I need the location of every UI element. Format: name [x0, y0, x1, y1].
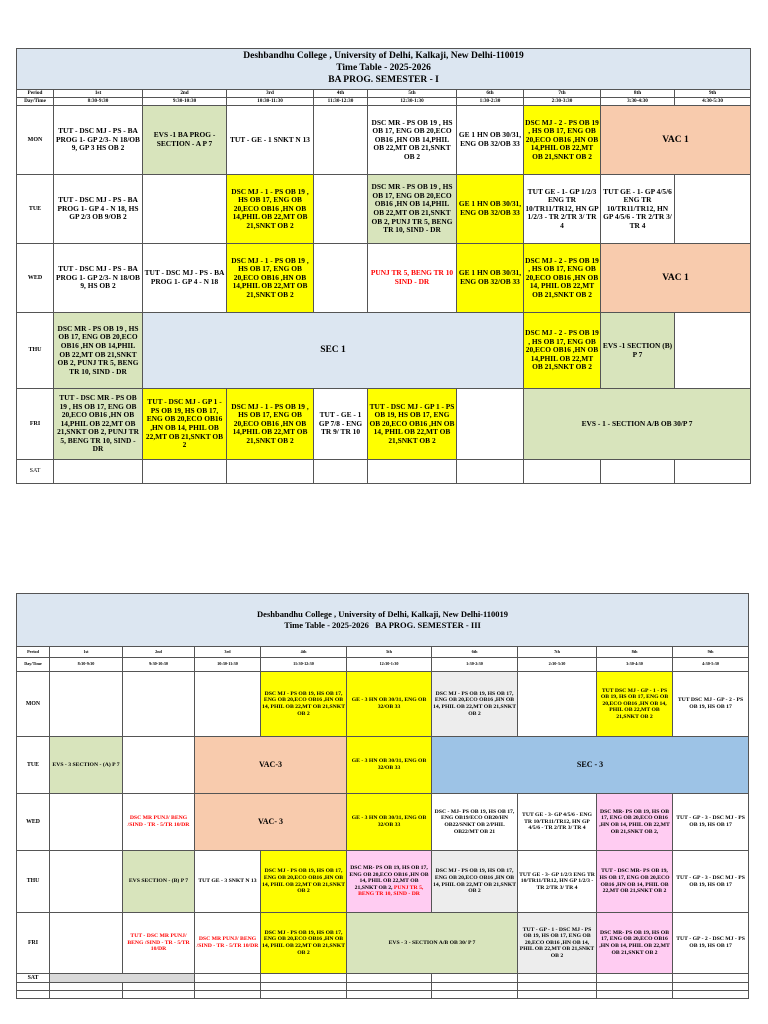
class-cell: TUT - GE - 1 GP 7/8 - ENG TR 9/ TR 10: [314, 389, 368, 460]
blank-row: [17, 983, 749, 991]
period-number: 7th: [518, 647, 597, 658]
empty-cell: [347, 991, 432, 999]
class-cell: DSC MJ - PS OB 19, HS OB 17, ENG OB 20,ECO OB16 ,HN OB 14, PHIL OB 22,MT OB 21,SNKT OB 2: [261, 851, 347, 913]
empty-cell: [347, 983, 432, 991]
day-row-tue: [17, 737, 749, 794]
class-text: DSC MR- PS OB 19, HS OB 17, ENG OB 20,ECO OB16 ,HN OB 14, PHIL OB 22,MT OB 21,SNKT OB 2,: [349, 865, 429, 891]
empty-cell: [195, 974, 261, 983]
class-cell: DSC MJ - PS OB 19, HS OB 17, ENG OB 20,ECO OB16 ,HN OB 14, PHIL OB 22,MT OB 21,SNKT OB 2: [432, 672, 518, 737]
class-cell: EVS - 3 SECTION - (A) P 7: [50, 737, 123, 794]
class-cell: TUT - GP - 3 - DSC MJ - PS OB 19, HS OB 17: [673, 851, 749, 913]
period-number: 1st: [54, 90, 143, 98]
day-row-thu: [17, 851, 749, 913]
timetable-semester-3: [16, 593, 749, 999]
empty-cell: [195, 991, 261, 999]
class-cell: TUT DSC MJ - GP - 1 - PS OB 19, HS OB 17, ENG OB 20,ECO OB16 ,HN OB 14, PHIL OB 22,MT OB 21,SNKT OB 2: [597, 672, 673, 737]
college-name: Deshbandhu College , University of Delhi, Kalkaji, New Delhi-110019: [243, 51, 524, 62]
day-row-thu: [17, 313, 751, 389]
day-label: THU: [17, 851, 50, 913]
table-header: [17, 49, 751, 90]
class-cell: DSC MJ - PS OB 19, HS OB 17, ENG OB 20,ECO OB16 ,HN OB 14, PHIL OB 22,MT OB 21,SNKT OB 2: [432, 851, 518, 913]
class-cell: DSC MJ - 2 - PS OB 19 , HS OB 17, ENG OB 20,ECO OB16 ,HN OB 14,PHIL OB 22,MT OB 21,SNKT OB 2: [524, 313, 601, 389]
time-slot: 3:30-4:30: [597, 658, 673, 672]
class-cell: VAC 1: [601, 106, 751, 175]
empty-cell: [195, 983, 261, 991]
time-slot: 10:30-11:30: [195, 658, 261, 672]
class-cell: TUT - GP - 1 - DSC MJ - PS OB 19, HS OB 17, ENG OB 20,ECO OB16 ,HN OB 14, PHIL OB 22,MT OB 21,SNKT OB 2: [518, 913, 597, 974]
period-number: 6th: [432, 647, 518, 658]
period-number: 3rd: [227, 90, 314, 98]
period-row: [17, 647, 749, 658]
empty-cell: [675, 175, 751, 244]
class-cell: VAC 1: [601, 244, 751, 313]
time-slot: 3:30-4:30: [601, 98, 675, 106]
period-number: 8th: [597, 647, 673, 658]
period-label: Period: [17, 90, 54, 98]
class-cell: PUNJ TR 5, BENG TR 10 SIND - DR: [368, 244, 457, 313]
period-number: 6th: [457, 90, 524, 98]
class-cell: TUT - DSC MJ - GP 1 - PS OB 19, HS OB 17, ENG OB 20,ECO OB16 ,HN OB 14, PHIL OB 22,MT OB 21,SNKT OB 2: [368, 389, 457, 460]
day-row-fri: [17, 389, 751, 460]
day-row-sat: [17, 460, 751, 484]
day-row-fri: [17, 913, 749, 974]
empty-cell: [50, 672, 123, 737]
class-cell: GE 1 HN OB 30/31, ENG OB 32/OB 33: [457, 244, 524, 313]
day-label: SAT: [17, 974, 50, 983]
empty-cell: [597, 983, 673, 991]
empty-cell: [195, 672, 261, 737]
class-cell: DSC MJ - PS OB 19, HS OB 17, ENG OB 20,ECO OB16 ,HN OB 14, PHIL OB 22,MT OB 21,SNKT OB 2: [261, 672, 347, 737]
time-slot: 4:30-5:30: [673, 658, 749, 672]
empty-cell: [518, 974, 597, 983]
empty-cell: [123, 672, 195, 737]
empty-cell: [227, 460, 314, 484]
class-cell: TUT GE - 1- GP 1/2/3 ENG TR 10/TR11/TR12, HN GP 1/2/3 - TR 2/TR 3/ TR 4: [524, 175, 601, 244]
period-number: 5th: [347, 647, 432, 658]
class-cell: DSC MR- PS OB 19, HS OB 17, ENG OB 20,ECO OB16 ,HN OB 14, PHIL OB 22,MT OB 21,SNKT OB 2,: [597, 794, 673, 851]
empty-cell: [50, 913, 123, 974]
class-cell: TUT DSC MJ - GP - 2 - PS OB 19, HS OB 17: [673, 672, 749, 737]
empty-cell: [673, 974, 749, 983]
class-cell: EVS -1 SECTION (B) P 7: [601, 313, 675, 389]
empty-cell: [123, 737, 195, 794]
day-label: WED: [17, 794, 50, 851]
empty-cell: [261, 983, 347, 991]
time-row: [17, 658, 749, 672]
empty-cell: [601, 460, 675, 484]
class-cell: GE - 3 HN OB 30/31, ENG OB 32/OB 33: [347, 672, 432, 737]
time-row: [17, 98, 751, 106]
empty-cell: [524, 460, 601, 484]
class-cell: DSC MJ - 1 - PS OB 19 , HS OB 17, ENG OB 20,ECO OB16 ,HN OB 14,PHIL OB 22,MT OB 21,SNKT OB 2: [227, 389, 314, 460]
period-number: 7th: [524, 90, 601, 98]
class-cell: EVS - 3 - SECTION A/B OB 30/ P 7: [347, 913, 518, 974]
empty-cell: [675, 460, 751, 484]
day-label: MON: [17, 106, 54, 175]
empty-cell: [261, 991, 347, 999]
class-cell: DSC MJ - 2 - PS OB 19 , HS OB 17, ENG OB 20,ECO OB16 ,HN OB 14, PHIL OB 22,MT OB 21,SNKT OB 2: [524, 244, 601, 313]
class-cell: TUT - DSC MJ - PS - BA PROG 1- GP 4 - N 18, HS GP 2/3 OB 9/OB 2: [54, 175, 143, 244]
class-cell: DSC MR - PS OB 19 , HS OB 17, ENG OB 20,ECO OB16 ,HN OB 14,PHIL OB 22,MT OB 21,SNKT OB 2, PUNJ TR 5, BENG TR 10, SIND - DR: [54, 313, 143, 389]
timetable-semester-1: [16, 48, 751, 484]
empty-cell: [673, 983, 749, 991]
empty-cell: [54, 460, 143, 484]
empty-cell: [675, 313, 751, 389]
class-cell: GE 1 HN OB 30/31, ENG OB 32/OB 33: [457, 175, 524, 244]
empty-cell: [432, 991, 518, 999]
class-cell: DSC MR PUNJ/ BENG /SIND - TR - 5/TR 10/DR: [123, 794, 195, 851]
class-cell: DSC MR PUNJ/ BENG /SIND - TR - 5/TR 10/DR: [195, 913, 261, 974]
class-cell: DSC MR- PS OB 19, HS OB 17, ENG OB 20,ECO OB16 ,HN OB 14, PHIL OB 22,MT OB 21,SNKT OB 2: [597, 913, 673, 974]
empty-cell: [143, 460, 227, 484]
class-cell: TUT - DSC MR PUNJ/ BENG /SIND - TR - 5/TR 10/DR: [123, 913, 195, 974]
day-row-sat: [17, 974, 749, 983]
class-cell: TUT GE - 1- GP 4/5/6 ENG TR 10/TR11/TR12, HN GP 4/5/6 - TR 2/TR 3/ TR 4: [601, 175, 675, 244]
day-label: THU: [17, 313, 54, 389]
class-cell: EVS SECTION - (B) P 7: [123, 851, 195, 913]
time-slot: 9:30-10:30: [123, 658, 195, 672]
period-number: 8th: [601, 90, 675, 98]
period-number: 1st: [50, 647, 123, 658]
period-number: 9th: [675, 90, 751, 98]
class-cell: TUT - DSC MR - PS OB 19 , HS OB 17, ENG OB 20,ECO OB16 ,HN OB 14,PHIL OB 22,MT OB 21,SNKT OB 2, PUNJ TR 5, BENG TR 10, SIND - DR: [54, 389, 143, 460]
session-title: Time Table - 2025-2026: [336, 63, 431, 74]
class-cell: TUT - GP - 3 - DSC MJ - PS OB 19, HS OB 17: [673, 794, 749, 851]
class-cell: DSC MJ - 1 - PS OB 19 , HS OB 17, ENG OB 20,ECO OB16 ,HN OB 14,PHIL OB 22,MT OB 21,SNKT OB 2: [227, 244, 314, 313]
day-row-wed: [17, 244, 751, 313]
empty-cell: [50, 851, 123, 913]
empty-cell: [123, 991, 195, 999]
programme-title: BA PROG. SEMESTER - I: [328, 74, 439, 85]
empty-cell: [50, 974, 195, 983]
time-slot: 8:30-9:30: [54, 98, 143, 106]
day-row-wed: [17, 794, 749, 851]
class-cell: TUT GE - 3 SNKT N 13: [195, 851, 261, 913]
day-label: WED: [17, 244, 54, 313]
day-label: FRI: [17, 389, 54, 460]
time-slot: 11:30-12:30: [261, 658, 347, 672]
empty-cell: [123, 983, 195, 991]
class-cell: TUT - DSC MJ - PS - BA PROG 1- GP 2/3- N 18/OB 9, HS OB 2: [54, 244, 143, 313]
day-label: SAT: [17, 460, 54, 484]
college-name: Deshbandhu College , University of Delhi, Kalkaji, New Delhi-110019: [257, 609, 509, 620]
time-slot: 10:30-11:30: [227, 98, 314, 106]
class-cell: TUT - GP - 2 - DSC MJ - PS OB 19, HS OB 17: [673, 913, 749, 974]
empty-cell: [314, 175, 368, 244]
day-label: MON: [17, 672, 50, 737]
class-cell: DSC MJ - PS OB 19, HS OB 17, ENG OB 20,ECO OB16 ,HN OB 14, PHIL OB 22,MT OB 21,SNKT OB 2: [261, 913, 347, 974]
day-row-mon: [17, 672, 749, 737]
class-cell: DSC - MJ- PS OB 19, HS OB 17, ENG OB19/ECO OB20/HN OB22/SNKT OB 2/PHIL OB22/MT OB 21: [432, 794, 518, 851]
day-row-mon: [17, 106, 751, 175]
period-number: 2nd: [143, 90, 227, 98]
class-cell: EVS - 1 - SECTION A/B OB 30/P 7: [524, 389, 751, 460]
empty-cell: [314, 244, 368, 313]
day-row-tue: [17, 175, 751, 244]
class-cell: TUT GE - 3- GP 1/2/3 ENG TR 10/TR11/TR12, HN GP 1/2/3 - TR 2/TR 3/ TR 4: [518, 851, 597, 913]
class-cell: DSC MR - PS OB 19 , HS OB 17, ENG OB 20,ECO OB16 ,HN OB 14,PHIL OB 22,MT OB 21,SNKT OB 2, PUNJ TR 5, BENG TR 10, SIND - DR: [368, 175, 457, 244]
time-slot: 1:30-2:30: [432, 658, 518, 672]
day-label: TUE: [17, 175, 54, 244]
empty-cell: [17, 983, 50, 991]
class-text-lang: PUNJ TR 5, BENG TR 10, SIND - DR: [358, 884, 424, 898]
class-cell: TUT - DSC MJ - PS - BA PROG 1- GP 2/3- N 18/OB 9, GP 3 HS OB 2: [54, 106, 143, 175]
class-cell: VAC- 3: [195, 794, 347, 851]
class-cell: TUT GE - 3- GP 4/5/6 - ENG TR 10/TR11/TR12, HN GP 4/5/6 - TR 2/TR 3/ TR 4: [518, 794, 597, 851]
empty-cell: [457, 389, 524, 460]
table-header: [17, 594, 749, 647]
empty-cell: [314, 106, 368, 175]
class-cell: DSC MJ - 2 - PS OB 19 , HS OB 17, ENG OB 20,ECO OB16 ,HN OB 14,PHIL OB 22,MT OB 21,SNKT OB 2: [524, 106, 601, 175]
empty-cell: [673, 991, 749, 999]
time-slot: 9:30-10:30: [143, 98, 227, 106]
empty-cell: [50, 991, 123, 999]
class-cell: TUT - DSC MJ - PS - BA PROG 1- GP 4 - N 18: [143, 244, 227, 313]
class-cell: VAC-3: [195, 737, 347, 794]
empty-cell: [17, 991, 50, 999]
daytime-label: Day/Time: [17, 98, 54, 106]
title-line: [18, 620, 747, 631]
empty-cell: [50, 983, 123, 991]
period-number: 2nd: [123, 647, 195, 658]
empty-cell: [50, 794, 123, 851]
class-cell: GE - 3 HN OB 30/31, ENG OB 32/OB 33: [347, 794, 432, 851]
programme-title: BA PROG. SEMESTER - III: [375, 620, 481, 630]
class-cell: SEC - 3: [432, 737, 749, 794]
class-cell: TUT - DSC MR- PS OB 19, HS OB 17, ENG OB 20,ECO OB16 ,HN OB 14, PHIL OB 22,MT OB 21,SNKT OB 2: [597, 851, 673, 913]
empty-cell: [597, 991, 673, 999]
period-number: 4th: [261, 647, 347, 658]
empty-cell: [368, 460, 457, 484]
period-label: Period: [17, 647, 50, 658]
period-number: 3rd: [195, 647, 261, 658]
period-row: [17, 90, 751, 98]
time-slot: 11:30-12:30: [314, 98, 368, 106]
empty-cell: [261, 974, 347, 983]
time-slot: 12:30-1:30: [347, 658, 432, 672]
daytime-label: Day/Time: [17, 658, 50, 672]
empty-cell: [314, 460, 368, 484]
empty-cell: [518, 983, 597, 991]
empty-cell: [347, 974, 432, 983]
time-slot: 1:30-2:30: [457, 98, 524, 106]
empty-cell: [457, 460, 524, 484]
class-cell: GE - 3 HN OB 30/31, ENG OB 32/OB 33: [347, 737, 432, 794]
day-label: TUE: [17, 737, 50, 794]
empty-cell: [597, 974, 673, 983]
empty-cell: [432, 974, 518, 983]
time-slot: 8:30-9:30: [50, 658, 123, 672]
class-cell: EVS -1 BA PROG - SECTION - A P 7: [143, 106, 227, 175]
period-number: 4th: [314, 90, 368, 98]
class-cell: SEC 1: [143, 313, 524, 389]
empty-cell: [518, 991, 597, 999]
class-cell: [347, 851, 432, 913]
empty-cell: [518, 672, 597, 737]
time-slot: 2:30-3:30: [524, 98, 601, 106]
time-slot: 4:30-5:30: [675, 98, 751, 106]
empty-cell: [143, 175, 227, 244]
time-slot: 12:30-1:30: [368, 98, 457, 106]
period-number: 9th: [673, 647, 749, 658]
class-cell: DSC MR - PS OB 19 , HS OB 17, ENG OB 20,ECO OB16 ,HN OB 14,PHIL OB 22,MT OB 21,SNKT OB 2: [368, 106, 457, 175]
time-slot: 2:30-3:30: [518, 658, 597, 672]
class-cell: DSC MJ - 1 - PS OB 19 , HS OB 17, ENG OB 20,ECO OB16 ,HN OB 14,PHIL OB 22,MT OB 21,SNKT OB 2: [227, 175, 314, 244]
class-cell: TUT - DSC MJ - GP 1 - PS OB 19, HS OB 17, ENG OB 20,ECO OB16 ,HN OB 14, PHIL OB 22,MT OB 21,SNKT OB 2: [143, 389, 227, 460]
session-title: Time Table - 2025-2026: [284, 620, 369, 630]
class-cell: GE 1 HN OB 30/31, ENG OB 32/OB 33: [457, 106, 524, 175]
day-label: FRI: [17, 913, 50, 974]
period-number: 5th: [368, 90, 457, 98]
empty-cell: [432, 983, 518, 991]
blank-row: [17, 991, 749, 999]
class-cell: TUT - GE - 1 SNKT N 13: [227, 106, 314, 175]
